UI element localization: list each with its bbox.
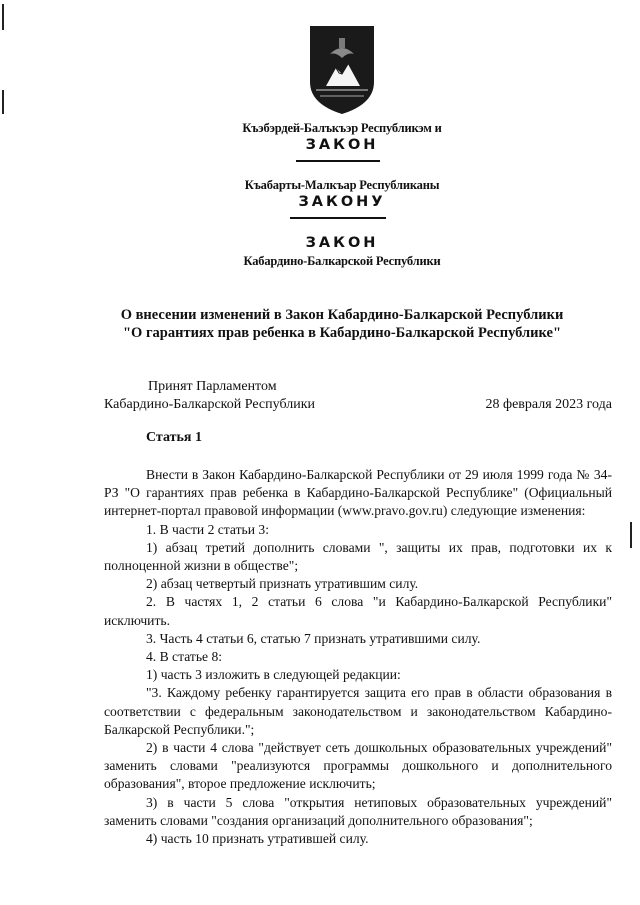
adoption-date: 28 февраля 2023 года bbox=[485, 397, 612, 412]
article-paragraph: Внести в Закон Кабардино-Балкарской Республики от 29 июля 1999 года № 34-РЗ "О гарантиях прав ребенка в Кабардино-Балкарской Республике" (Официальный интернет-портал правовой информации (www.pravo.gov.ru) следующие изменения: bbox=[104, 467, 612, 519]
article-paragraph: 1) часть 3 изложить в следующей редакции: bbox=[146, 667, 401, 683]
article-paragraph: 2) абзац четвертый признать утратившим силу. bbox=[146, 576, 419, 592]
republic-name-balkar: Къабарты-Малкъар Республиканы bbox=[244, 178, 440, 192]
document-title-line: "О гарантиях прав ребенка в Кабардино-Балкарской Республике" bbox=[122, 325, 562, 341]
document-title-line: О внесении изменений в Закон Кабардино-Балкарской Республики bbox=[120, 307, 564, 323]
scan-edge-mark bbox=[2, 90, 4, 114]
article-paragraph: 2) в части 4 слова "действует сеть дошкольных образовательных учреждений" заменить словами "реализуются программы дошкольного и дополнительного образования", второе предложение исключить; bbox=[104, 740, 612, 792]
article-paragraph: 4) часть 10 признать утратившей силу. bbox=[146, 831, 369, 847]
header-rule bbox=[290, 217, 386, 219]
document-title bbox=[100, 306, 584, 342]
scan-edge-mark bbox=[630, 522, 632, 548]
article-paragraph: 3) в части 5 слова "открытия нетиповых образовательных учреждений" заменить словами "создания организаций дополнительного образования"; bbox=[104, 794, 612, 828]
law-title-russian: ЗАКОН bbox=[305, 235, 379, 251]
article-paragraph: 1) абзац третий дополнить словами ", защиты их прав, подготовки их к полноценной жизни в обществе"; bbox=[104, 539, 612, 574]
article-paragraph: "3. Каждому ребенку гарантируется защита его прав в области образования в соответствии с федеральным законодательством и законодательством Кабардино-Балкарской Республики."; bbox=[104, 685, 612, 737]
article-paragraph: 3. Часть 4 статьи 6, статью 7 признать утратившими силу. bbox=[146, 630, 481, 646]
article-body bbox=[104, 466, 612, 848]
article-paragraph: 2. В частях 1, 2 статьи 6 слова "и Кабардино-Балкарской Республики" исключить. bbox=[104, 594, 612, 628]
article-heading: Статья 1 bbox=[146, 430, 202, 445]
republic-name-kabardian: Къэбэрдей-Балъкъэр Республикэм и bbox=[242, 121, 442, 135]
adopted-by-parliament: Кабардино-Балкарской Республики bbox=[104, 397, 315, 412]
adopted-by-label: Принят Парламентом bbox=[148, 379, 277, 394]
kbr-coat-of-arms-icon bbox=[306, 24, 378, 116]
adoption-info bbox=[104, 378, 612, 414]
article-paragraph: 1. В части 2 статьи 3: bbox=[146, 521, 269, 537]
article-paragraph: 4. В статье 8: bbox=[146, 649, 223, 665]
law-title-kabardian: ЗАКОН bbox=[305, 137, 379, 153]
header-rule bbox=[296, 160, 380, 162]
scan-edge-mark bbox=[2, 4, 4, 30]
republic-name-russian: Кабардино-Балкарской Республики bbox=[243, 254, 441, 268]
law-title-balkar: ЗАКОНУ bbox=[298, 194, 386, 210]
